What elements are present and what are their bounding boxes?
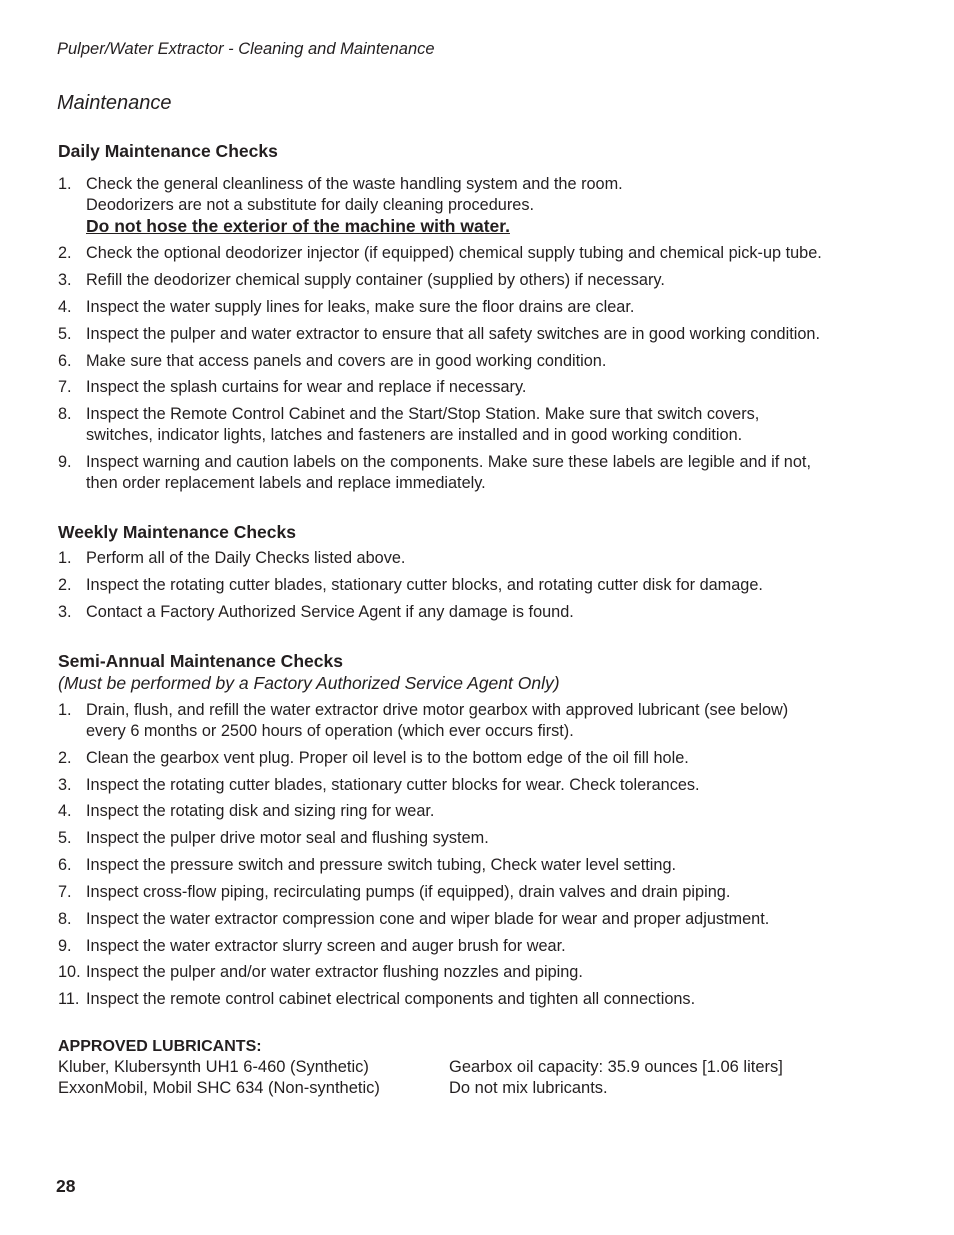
item-number: 4. [58, 802, 72, 820]
item-number: 2. [58, 576, 72, 594]
item-text: Inspect warning and caution labels on the components. Make sure these labels are legible and if not, [86, 453, 811, 471]
item-number: 8. [58, 910, 72, 928]
item-number: 7. [58, 883, 72, 901]
item-text: Refill the deodorizer chemical supply container (supplied by others) if necessary. [86, 271, 665, 289]
item-number: 2. [58, 749, 72, 767]
item-text: Contact a Factory Authorized Service Agent if any damage is found. [86, 603, 574, 621]
item-text: Inspect the water extractor slurry screen and auger brush for wear. [86, 937, 566, 955]
item-number: 1. [58, 175, 72, 193]
running-header: Pulper/Water Extractor - Cleaning and Maintenance [57, 40, 435, 58]
item-text: Inspect the pressure switch and pressure switch tubing, Check water level setting. [86, 856, 677, 874]
item-number: 1. [58, 701, 72, 719]
semi-annual-note: (Must be performed by a Factory Authorized Service Agent Only) [58, 673, 560, 693]
item-text: Inspect cross-flow piping, recirculating pumps (if equipped), drain valves and drain piping. [86, 883, 731, 901]
lubricant-option: ExxonMobil, Mobil SHC 634 (Non-synthetic) [58, 1079, 380, 1097]
item-text: Check the optional deodorizer injector (if equipped) chemical supply tubing and chemical pick-up tube. [86, 244, 822, 262]
lubricant-warning: Do not mix lubricants. [449, 1079, 608, 1097]
lubricants-heading: APPROVED LUBRICANTS: [58, 1038, 262, 1055]
warning-note: Do not hose the exterior of the machine with water. [86, 216, 510, 236]
item-text: Make sure that access panels and covers are in good working condition. [86, 352, 607, 370]
item-number: 5. [58, 325, 72, 343]
item-text: Inspect the Remote Control Cabinet and the Start/Stop Station. Make sure that switch covers, [86, 405, 760, 423]
item-number: 3. [58, 776, 72, 794]
weekly-heading: Weekly Maintenance Checks [58, 522, 296, 542]
item-number: 6. [58, 856, 72, 874]
item-text: Inspect the pulper drive motor seal and flushing system. [86, 829, 489, 847]
item-text: Inspect the pulper and/or water extractor flushing nozzles and piping. [86, 963, 583, 981]
item-text: Inspect the water extractor compression cone and wiper blade for wear and proper adjustment. [86, 910, 770, 928]
item-text: Deodorizers are not a substitute for daily cleaning procedures. [86, 196, 534, 214]
item-text: Inspect the rotating cutter blades, stationary cutter blocks for wear. Check tolerances. [86, 776, 700, 794]
item-text: Inspect the rotating disk and sizing ring for wear. [86, 802, 435, 820]
item-number: 7. [58, 378, 72, 396]
item-number: 11. [58, 990, 80, 1008]
item-number: 6. [58, 352, 72, 370]
item-text: Inspect the pulper and water extractor to ensure that all safety switches are in good working condition. [86, 325, 820, 343]
lubricant-option: Kluber, Klubersynth UH1 6-460 (Synthetic) [58, 1058, 369, 1076]
item-number: 4. [58, 298, 72, 316]
item-text: Check the general cleanliness of the waste handling system and the room. [86, 175, 623, 193]
item-number: 3. [58, 603, 72, 621]
item-number: 2. [58, 244, 72, 262]
item-number: 1. [58, 549, 72, 567]
item-text: every 6 months or 2500 hours of operation (which ever occurs first). [86, 722, 574, 740]
item-number: 10. [58, 963, 81, 981]
gearbox-capacity: Gearbox oil capacity: 35.9 ounces [1.06 liters] [449, 1058, 783, 1076]
page-number: 28 [56, 1176, 76, 1196]
item-text: Perform all of the Daily Checks listed above. [86, 549, 406, 567]
item-number: 9. [58, 937, 72, 955]
item-text: then order replacement labels and replace immediately. [86, 474, 486, 492]
item-number: 3. [58, 271, 72, 289]
section-title: Maintenance [57, 92, 172, 114]
item-text: Inspect the rotating cutter blades, stationary cutter blocks, and rotating cutter disk for damage. [86, 576, 763, 594]
item-text: Inspect the remote control cabinet electrical components and tighten all connections. [86, 990, 696, 1008]
item-text: switches, indicator lights, latches and fasteners are installed and in good working condition. [86, 426, 743, 444]
item-text: Inspect the splash curtains for wear and replace if necessary. [86, 378, 527, 396]
item-number: 9. [58, 453, 72, 471]
item-number: 5. [58, 829, 72, 847]
item-number: 8. [58, 405, 72, 423]
item-text: Clean the gearbox vent plug. Proper oil level is to the bottom edge of the oil fill hole. [86, 749, 689, 767]
daily-heading: Daily Maintenance Checks [58, 141, 278, 161]
item-text: Inspect the water supply lines for leaks, make sure the floor drains are clear. [86, 298, 635, 316]
semi-annual-heading: Semi-Annual Maintenance Checks [58, 651, 343, 671]
item-text: Drain, flush, and refill the water extractor drive motor gearbox with approved lubricant (see below) [86, 701, 789, 719]
